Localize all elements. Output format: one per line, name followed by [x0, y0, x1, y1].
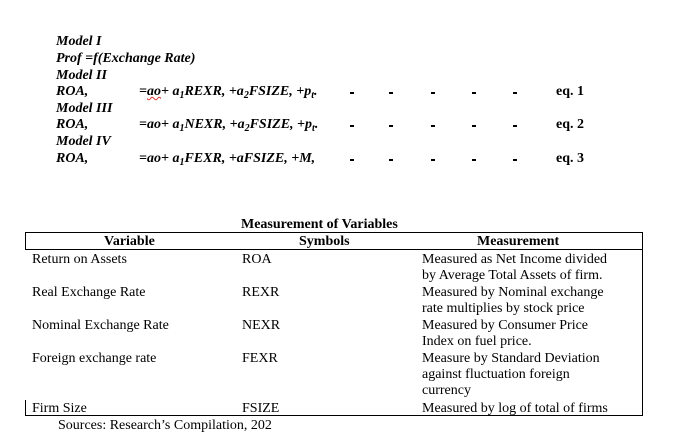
table-left-edge-bottom	[25, 400, 26, 416]
row-4-measurement-line-2: against fluctuation foreign	[422, 367, 570, 382]
equation-number-2: eq. 2	[556, 117, 584, 132]
table-right-edge	[642, 232, 643, 416]
row-3-measurement-line-1: Measured by Consumer Price	[422, 318, 589, 333]
row-3-symbol: NEXR	[242, 318, 281, 333]
row-2-measurement-line-2: rate multiplies by stock price	[422, 301, 585, 316]
equation-number-3: eq. 3	[556, 151, 584, 166]
row-5-measurement-line-1: Measured by log of total of firms	[422, 401, 608, 416]
header-symbols: Symbols	[299, 234, 350, 249]
header-measurement: Measurement	[477, 234, 560, 249]
model-2-equation: $=ao+ a_1REXR$, $+a_2FSIZE$, $+p_t$.	[139, 84, 318, 101]
header-variable: Variable	[104, 234, 155, 249]
spellcheck-underline: ao	[146, 84, 161, 99]
row-2-variable: Real Exchange Rate	[32, 285, 146, 300]
table-left-edge	[25, 232, 26, 249]
model-1-title: Model I	[56, 34, 102, 49]
row-1-measurement-line-2: by Average Total Assets of firm.	[422, 268, 603, 283]
row-4-variable: Foreign exchange rate	[32, 351, 157, 366]
model-3-lhs: ROA,	[56, 117, 89, 132]
model-2-lhs: ROA,	[56, 84, 89, 99]
table-top-border	[25, 232, 643, 233]
model-3-title: Model III	[56, 101, 113, 116]
row-3-variable: Nominal Exchange Rate	[32, 318, 169, 333]
row-1-symbol: ROA	[242, 252, 272, 267]
row-1-measurement-line-1: Measured as Net Income divided	[422, 252, 608, 267]
row-4-measurement-line-1: Measure by Standard Deviation	[422, 351, 600, 366]
equation-number-1: eq. 1	[556, 84, 584, 99]
model-4-title: Model IV	[56, 134, 111, 149]
row-5-variable: Firm Size	[32, 401, 87, 416]
model-1-formula: Prof =f(Exchange Rate)	[56, 51, 196, 66]
row-2-symbol: REXR	[242, 285, 280, 300]
model-4-equation: $=ao+ a_1FEXR$, +aFSIZE, +M,	[139, 151, 316, 168]
table-source-note: Sources: Research’s Compilation, 202	[58, 418, 272, 433]
model-4-lhs: ROA,	[56, 151, 89, 166]
row-5-symbol: FSIZE	[242, 401, 280, 416]
model-3-equation: $=ao+ a_1NEXR$, $+a_2FSIZE$, $+p_t$.	[139, 117, 319, 134]
model-2-title: Model II	[56, 68, 107, 83]
table-caption: Measurement of Variables	[241, 217, 398, 232]
row-4-symbol: FEXR	[242, 351, 278, 366]
row-1-variable: Return on Assets	[32, 252, 127, 267]
row-2-measurement-line-1: Measured by Nominal exchange	[422, 285, 604, 300]
row-3-measurement-line-2: Index on fuel price.	[422, 334, 532, 349]
row-4-measurement-line-3: currency	[422, 383, 471, 398]
